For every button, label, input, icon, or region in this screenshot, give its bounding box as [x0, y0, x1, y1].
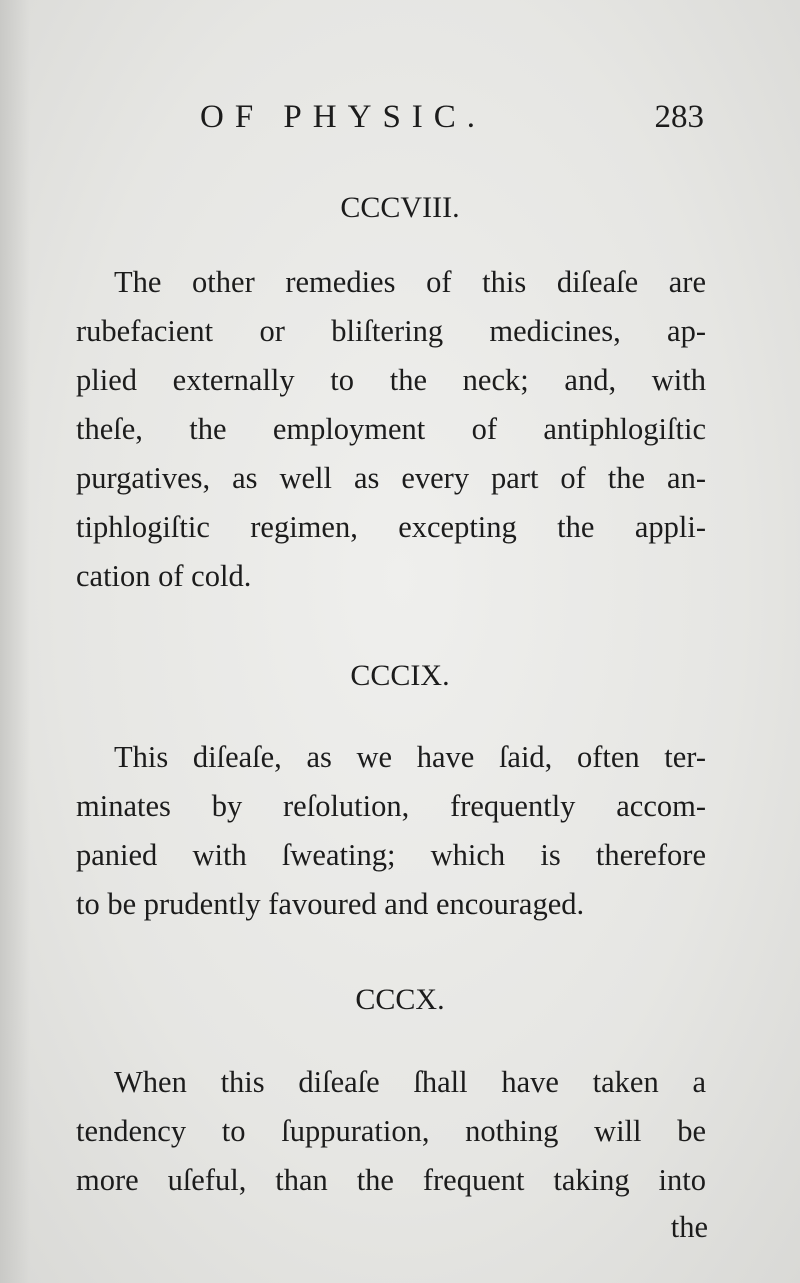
text-line: This diſeaſe, as we have ſaid, often ter-: [114, 740, 706, 774]
section-heading-cccviii: CCCVIII.: [340, 191, 460, 224]
text-line: more uſeful, than the frequent taking into: [76, 1163, 706, 1197]
text-line: plied externally to the neck; and, with: [76, 363, 706, 397]
page-number: 283: [654, 99, 704, 135]
running-head: [0, 92, 800, 142]
text-line: cation of cold.: [76, 559, 252, 593]
running-title: OF PHYSIC.: [200, 99, 487, 135]
text-line: The other remedies of this diſeaſe are: [114, 265, 706, 299]
text-line: tendency to ſuppuration, nothing will be: [76, 1114, 706, 1148]
text-line: panied with ſweating; which is therefore: [76, 838, 706, 872]
text-line: When this diſeaſe ſhall have taken a: [114, 1065, 706, 1099]
text-line: minates by reſolution, frequently accom-: [76, 789, 706, 823]
text-line: to be prudently favoured and encouraged.: [76, 887, 585, 921]
paragraph-cccx: [76, 1058, 706, 1205]
text-line: theſe, the employment of antiphlogiſtic: [76, 412, 706, 446]
text-line: rubefacient or bliſtering medicines, ap-: [76, 314, 706, 348]
section-heading-cccx: CCCX.: [355, 983, 445, 1016]
text-line: tiphlogiſtic regimen, excepting the appli-: [76, 510, 706, 544]
section-heading-cccix: CCCIX.: [350, 659, 450, 692]
text-line: purgatives, as well as every part of the an-: [76, 461, 706, 495]
paragraph-cccviii: [76, 258, 706, 601]
catchword: the: [670, 1210, 708, 1244]
paragraph-cccix: [76, 733, 706, 929]
